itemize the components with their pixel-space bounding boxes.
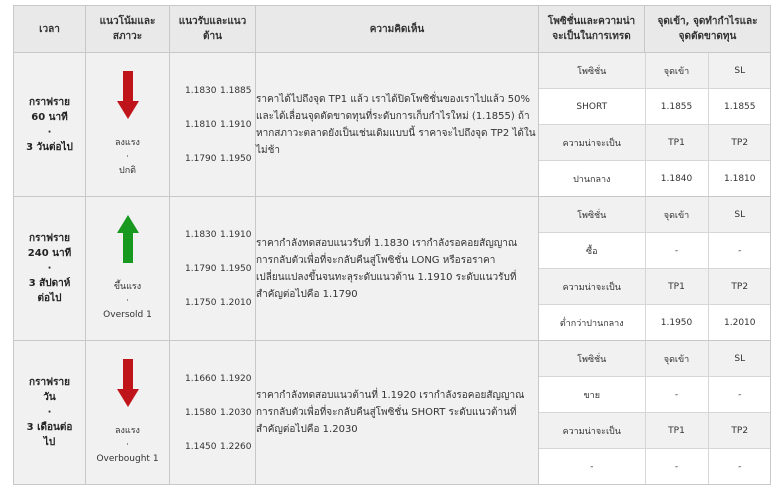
level-pair: 1.1790 1.1950 (185, 153, 252, 164)
trend-cell: ลงแรง · ปกติ (86, 53, 170, 197)
header-trend: แนวโน้มและ สภาวะ (86, 6, 170, 53)
trend-cell: ขึ้นแรง · Oversold 1 (86, 197, 170, 341)
header-comment: ความคิดเห็น (256, 6, 539, 53)
table-row (14, 341, 771, 485)
header-time: เวลา (14, 6, 86, 53)
comment-cell: ราคาได้ไปถึงจุด TP1 แล้ว เราได้ปิดโพซิชั่นของเราไปแล้ว 50% และได้เลื่อนจุดตัดขาดทุนที่ระดับการเก็บกำไรใหม่ (1.1855) ถ้าหากสภาวะตลาดยังเป็นเช่นเดิมแบบนี้ ราคาจะไปถึงจุด TP2 ได้ในไม่ช้า (256, 53, 539, 197)
position-table (539, 197, 771, 340)
position-row: โพซิชั่น จุดเข้า SL (539, 53, 771, 89)
levels-cell (170, 53, 256, 197)
trend-cell: ลงแรง · Overbought 1 (86, 341, 170, 485)
timeframe-cell: กราฟราย 240 นาที · 3 สัปดาห์ ต่อไป (14, 197, 86, 341)
level-pair: 1.1830 1.1910 (185, 229, 252, 240)
arrow-down-icon (117, 359, 139, 412)
position-row: ความน่าจะเป็น TP1 TP2 (539, 413, 771, 449)
level-pair: 1.1790 1.1950 (185, 263, 252, 274)
header-entry: จุดเข้า, จุดทำกำไรและ จุดตัดขาดทุน (645, 6, 771, 53)
levels-cell (170, 341, 256, 485)
position-cell (539, 197, 771, 341)
position-row: ความน่าจะเป็น TP1 TP2 (539, 269, 771, 305)
timeframe-cell: กราฟราย วัน · 3 เดือนต่อ ไป (14, 341, 86, 485)
position-row: ขาย - - (539, 377, 771, 413)
position-table (539, 53, 771, 196)
arrow-up-icon (117, 215, 139, 268)
position-row: SHORT 1.1855 1.1855 (539, 89, 771, 125)
position-row: ซื้อ - - (539, 233, 771, 269)
arrow-down-icon (117, 71, 139, 124)
position-row: ต่ำกว่าปานกลาง 1.1950 1.2010 (539, 305, 771, 341)
position-row: - - - (539, 449, 771, 485)
level-pair: 1.1810 1.1910 (185, 119, 252, 130)
position-table (539, 341, 771, 484)
header-position: โพซิชั่นและความน่า จะเป็นในการเทรด (539, 6, 645, 53)
comment-cell: ราคากำลังทดสอบแนวต้านที่ 1.1920 เรากำลังรอคอยสัญญาณการกลับตัวเพื่อที่จะกลับคืนสู่โพซิชั่น SHORT ระดับแนวต้านที่สำคัญต่อไปคือ 1.2030 (256, 341, 539, 485)
level-pair: 1.1830 1.1885 (185, 85, 252, 96)
position-cell (539, 53, 771, 197)
header-levels: แนวรับและแนว ต้าน (170, 6, 256, 53)
levels-cell (170, 197, 256, 341)
position-row: โพซิชั่น จุดเข้า SL (539, 341, 771, 377)
position-cell (539, 341, 771, 485)
header-row (14, 6, 771, 53)
level-pair: 1.1750 1.2010 (185, 297, 252, 308)
comment-cell: ราคากำลังทดสอบแนวรับที่ 1.1830 เรากำลังรอคอยสัญญาณการกลับตัวเพื่อที่จะกลับคืนสู่โพซิชั่น LONG หรือรอราคาเปลี่ยนแปลงขึ้นจนทะลุระดับแนวต้าน 1.1910 ระดับแนวรับที่สำคัญต่อไปคือ 1.1790 (256, 197, 539, 341)
position-row: โพซิชั่น จุดเข้า SL (539, 197, 771, 233)
level-pair: 1.1450 1.2260 (185, 441, 252, 452)
level-pair: 1.1580 1.2030 (185, 407, 252, 418)
table-row (14, 197, 771, 341)
forecast-table (13, 5, 771, 485)
position-row: ปานกลาง 1.1840 1.1810 (539, 161, 771, 197)
timeframe-cell: กราฟราย 60 นาที · 3 วันต่อไป (14, 53, 86, 197)
table-row (14, 53, 771, 197)
level-pair: 1.1660 1.1920 (185, 373, 252, 384)
position-row: ความน่าจะเป็น TP1 TP2 (539, 125, 771, 161)
